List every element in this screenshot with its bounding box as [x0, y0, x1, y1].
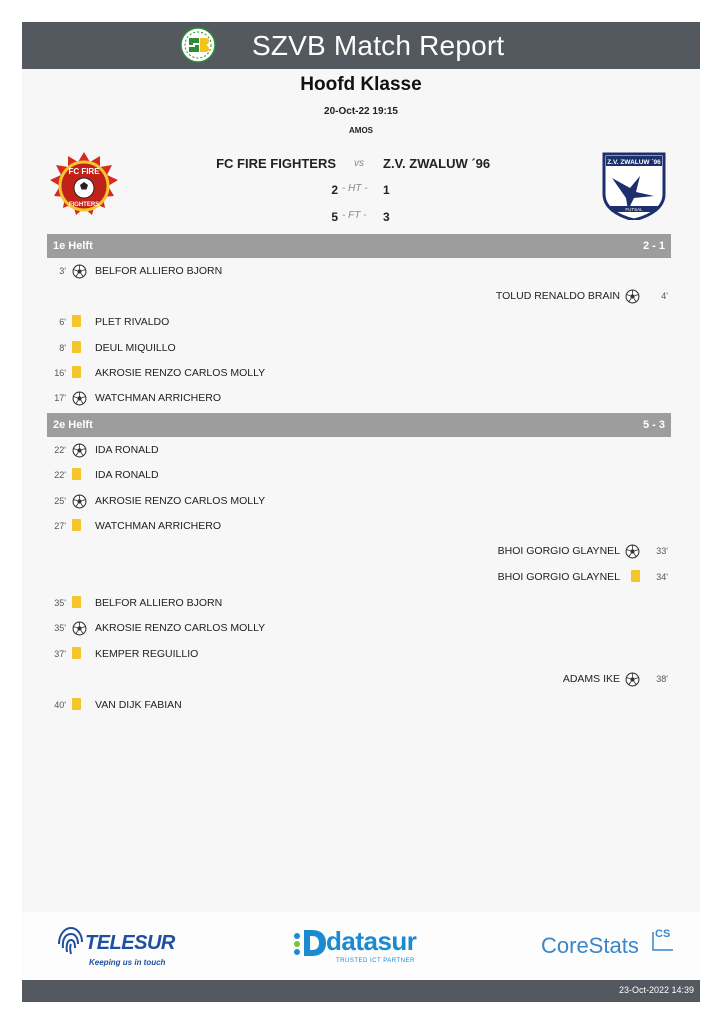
soccer-ball-icon [72, 443, 87, 461]
soccer-ball-icon [625, 544, 640, 562]
half-name: 1e Helft [53, 240, 93, 252]
away-team-name: Z.V. ZWALUW ´96 [383, 156, 491, 171]
yellow-card-icon [72, 519, 81, 534]
szvb-logo [180, 27, 216, 63]
event-minute: 34' [656, 572, 668, 582]
yellow-card-icon [72, 698, 81, 713]
event-row [22, 543, 700, 561]
event-minute: 22' [54, 470, 66, 480]
full-time-score-row [22, 210, 700, 226]
event-player: BHOI GORGIO GLAYNEL [497, 571, 620, 583]
event-player: IDA RONALD [95, 469, 159, 481]
event-player: KEMPER REGUILLIO [95, 648, 199, 660]
half-score: 5 - 3 [642, 419, 665, 431]
event-row [22, 365, 700, 383]
yellow-card-icon [72, 647, 81, 662]
event-player: WATCHMAN ARRICHERO [95, 520, 221, 532]
home-team-name: FC FIRE FIGHTERS [216, 156, 336, 171]
yellow-card-icon [72, 341, 81, 356]
yellow-card-icon [72, 596, 81, 611]
soccer-ball-icon [72, 391, 87, 409]
ht-away-score: 1 [383, 183, 390, 197]
generated-timestamp: 23-Oct-2022 14:39 [618, 985, 694, 995]
event-row [22, 569, 700, 587]
event-player: BELFOR ALLIERO BJORN [95, 597, 223, 609]
event-minute: 35' [54, 598, 66, 608]
event-minute: 22' [54, 445, 66, 455]
ht-label: - HT - [342, 183, 368, 194]
event-player: AKROSIE RENZO CARLOS MOLLY [95, 495, 266, 507]
report-header [22, 22, 700, 69]
match-datetime: 20-Oct-22 19:15 [324, 106, 398, 117]
half-bar-second [47, 413, 671, 437]
svg-text:FUTSAL: FUTSAL [625, 207, 643, 212]
soccer-ball-icon [72, 621, 87, 639]
yellow-card-icon [72, 468, 81, 483]
svg-text:FIGHTERS: FIGHTERS [68, 202, 100, 208]
sponsor-band [22, 912, 700, 980]
event-minute: 8' [59, 343, 66, 353]
event-row [22, 288, 700, 306]
event-minute: 33' [656, 546, 668, 556]
event-minute: 40' [54, 700, 66, 710]
event-player: TOLUD RENALDO BRAIN [495, 290, 620, 302]
event-player: AKROSIE RENZO CARLOS MOLLY [95, 367, 266, 379]
half-name: 2e Helft [53, 419, 93, 431]
event-row [22, 697, 700, 715]
event-row [22, 518, 700, 536]
telesur-logo [55, 922, 175, 970]
corestats-wordmark: CoreStats [541, 933, 639, 958]
corestats-mark: CS [655, 928, 671, 940]
ft-away-score: 3 [383, 210, 390, 224]
telesur-tagline: Keeping us in touch [89, 958, 166, 967]
event-player: BHOI GORGIO GLAYNEL [497, 545, 620, 557]
event-player: PLET RIVALDO [95, 316, 170, 328]
event-row [22, 646, 700, 664]
event-minute: 16' [54, 368, 66, 378]
event-player: IDA RONALD [95, 444, 159, 456]
datasur-tagline: TRUSTED ICT PARTNER [336, 958, 415, 964]
report-title: SZVB Match Report [252, 30, 505, 61]
event-minute: 6' [59, 317, 66, 327]
corestats-bracket-icon [649, 930, 675, 952]
event-player: BELFOR ALLIERO BJORN [95, 265, 223, 277]
datasur-wordmark: datasur [326, 926, 417, 956]
event-player: VAN DIJK FABIAN [95, 699, 182, 711]
datasur-mark-icon [292, 926, 326, 960]
footer-bar [22, 980, 700, 1002]
event-row [22, 671, 700, 689]
half-bar-first [47, 234, 671, 258]
ft-home-score: 5 [331, 210, 338, 224]
event-player: AKROSIE RENZO CARLOS MOLLY [95, 622, 266, 634]
half-score: 2 - 1 [642, 240, 665, 252]
soccer-ball-icon [72, 264, 87, 282]
event-row [22, 595, 700, 613]
event-minute: 25' [54, 496, 66, 506]
event-minute: 3' [59, 266, 66, 276]
svg-text:FC FIRE: FC FIRE [68, 167, 100, 176]
competition-name: Hoofd Klasse [300, 74, 422, 95]
corestats-logo [541, 928, 681, 964]
event-player: WATCHMAN ARRICHERO [95, 392, 221, 404]
yellow-card-icon [72, 315, 81, 330]
event-minute: 35' [54, 623, 66, 633]
datasur-logo [292, 924, 442, 968]
event-row [22, 493, 700, 511]
event-row [22, 314, 700, 332]
match-venue: AMOS [349, 126, 373, 135]
ht-home-score: 2 [331, 183, 338, 197]
event-row [22, 390, 700, 408]
soccer-ball-icon [625, 289, 640, 307]
event-row [22, 620, 700, 638]
event-player: DEUL MIQUILLO [95, 342, 176, 354]
telesur-wordmark: TELESUR [85, 932, 175, 954]
soccer-ball-icon [72, 494, 87, 512]
ft-label: - FT - [342, 210, 367, 221]
yellow-card-icon [72, 366, 81, 381]
vs-label: vs [354, 158, 364, 169]
event-player: ADAMS IKE [562, 673, 620, 685]
svg-text:Z.V. ZWALUW ´96: Z.V. ZWALUW ´96 [607, 159, 661, 166]
soccer-ball-icon [625, 672, 640, 690]
event-minute: 4' [661, 291, 668, 301]
fingerprint-icon [55, 924, 85, 958]
event-row [22, 340, 700, 358]
event-minute: 17' [54, 393, 66, 403]
yellow-card-icon [631, 570, 640, 585]
event-minute: 37' [54, 649, 66, 659]
event-row [22, 263, 700, 281]
event-minute: 27' [54, 521, 66, 531]
event-minute: 38' [656, 674, 668, 684]
match-report-page [22, 22, 700, 1002]
event-row [22, 467, 700, 485]
half-time-score-row [22, 183, 700, 199]
event-row [22, 442, 700, 460]
